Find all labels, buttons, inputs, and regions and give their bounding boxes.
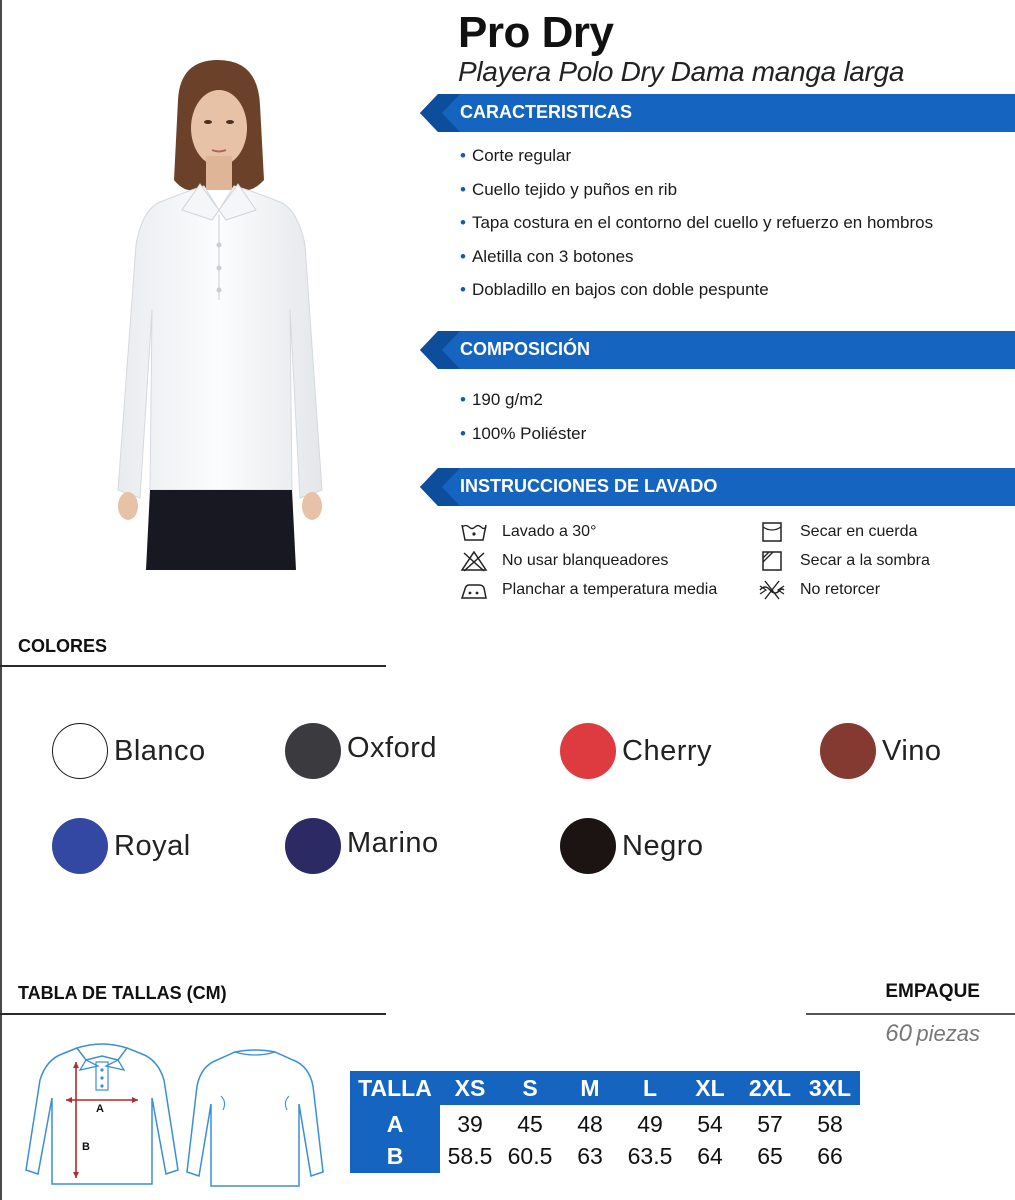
shirt-front-diagram [22,1040,182,1190]
care-label: Secar en cuerda [800,523,918,540]
size-table [350,1071,860,1173]
size-header-label: TALLA [350,1071,440,1105]
size-cell: 63.5 [627,1142,673,1169]
size-column-header: S [500,1071,560,1105]
size-cell: 39 [457,1110,483,1137]
size-cell: 58 [817,1110,843,1137]
care-label: Secar a la sombra [800,552,930,569]
size-cell: 48 [577,1110,603,1137]
size-cell: 54 [697,1110,723,1137]
care-item [758,520,917,544]
product-photo [100,60,335,570]
feature-item: • Corte regular [460,145,933,179]
page-left-border [0,0,2,1200]
care-item [460,578,717,602]
color-dot [52,818,108,874]
feature-item: • Tapa costura en el contorno del cuello y refuerzo en hombros [460,212,933,246]
size-cell: 64 [697,1142,723,1169]
size-cell: 49 [637,1110,663,1137]
composition-list [460,389,586,456]
care-item [758,549,930,573]
color-name: Marino [347,826,439,859]
size-table-row [350,1105,860,1139]
feature-item: • Dobladillo en bajos con doble pespunte [460,279,933,313]
size-cell: 63 [577,1142,603,1169]
size-row-label: B [350,1139,440,1173]
product-subtitle: Playera Polo Dry Dama manga larga [458,56,905,87]
size-cell: 60.5 [507,1142,553,1169]
features-list [460,145,933,313]
washing-banner [420,468,1015,506]
color-name: Cherry [622,734,713,767]
color-swatch-vino[interactable] [820,723,942,779]
color-swatch-blanco[interactable] [52,723,206,779]
wash-30-icon [460,521,488,543]
product-title: Pro Dry [458,8,614,57]
packaging-heading: EMPAQUE [885,981,980,1002]
size-column-header: XL [680,1071,740,1105]
size-column-header: M [560,1071,620,1105]
color-name: Royal [114,829,191,862]
care-label: No retorcer [800,581,881,598]
size-cell: 65 [757,1142,783,1169]
features-banner [420,94,1015,132]
sizes-heading: TABLA DE TALLAS (CM) [18,983,227,1003]
color-swatch-cherry[interactable] [560,723,712,779]
packaging-divider [806,1013,1015,1015]
colors-divider [0,665,386,667]
colors-heading: COLORES [18,636,108,656]
color-name: Oxford [347,731,438,764]
care-item [460,520,596,544]
color-name: Vino [882,734,942,767]
shade-dry-icon [758,550,786,572]
size-row-label: A [350,1105,440,1139]
size-table-header [350,1071,860,1105]
color-swatch-marino[interactable] [285,818,439,874]
sizes-divider [0,1013,386,1015]
no-bleach-icon [460,550,488,572]
size-cell: 57 [757,1110,783,1137]
shirt-back-diagram [185,1046,325,1192]
packaging-value [885,1020,980,1048]
diagram-label-a: A [96,1103,104,1115]
features-heading: CARACTERISTICAS [460,102,633,122]
color-swatch-royal[interactable] [52,818,191,874]
color-dot [820,723,876,779]
color-swatch-oxford[interactable] [285,723,437,779]
care-label: Lavado a 30° [502,523,597,540]
packaging-quantity: 60 [885,1020,912,1047]
no-tumble-dry-icon [758,579,786,601]
washing-heading: INSTRUCCIONES DE LAVADO [460,476,718,496]
care-item [758,578,880,602]
color-dot [560,723,616,779]
composition-item: • 100% Poliéster [460,423,586,457]
color-dot [560,818,616,874]
size-column-header: 3XL [800,1071,860,1105]
color-swatch-negro[interactable] [560,818,704,874]
color-dot [52,723,108,779]
line-dry-icon [758,521,786,543]
composition-heading: COMPOSICIÓN [460,339,591,359]
size-column-header: XS [440,1071,500,1105]
care-label: Planchar a temperatura media [502,581,718,598]
care-label: No usar blanqueadores [502,552,669,569]
size-column-header: L [620,1071,680,1105]
color-name: Negro [622,829,704,862]
size-cell: 58.5 [447,1142,493,1169]
size-table-row [350,1139,860,1173]
size-column-header: 2XL [740,1071,800,1105]
diagram-label-b: B [82,1141,90,1153]
size-cell: 66 [817,1142,843,1169]
feature-item: • Aletilla con 3 botones [460,246,933,280]
care-item [460,549,668,573]
composition-banner [420,331,1015,369]
feature-item: • Cuello tejido y puños en rib [460,179,933,213]
color-dot [285,818,341,874]
iron-medium-icon [460,579,488,601]
color-name: Blanco [114,734,206,767]
size-cell: 45 [517,1110,543,1137]
composition-item: • 190 g/m2 [460,389,586,423]
packaging-unit: piezas [916,1021,980,1046]
color-dot [285,723,341,779]
